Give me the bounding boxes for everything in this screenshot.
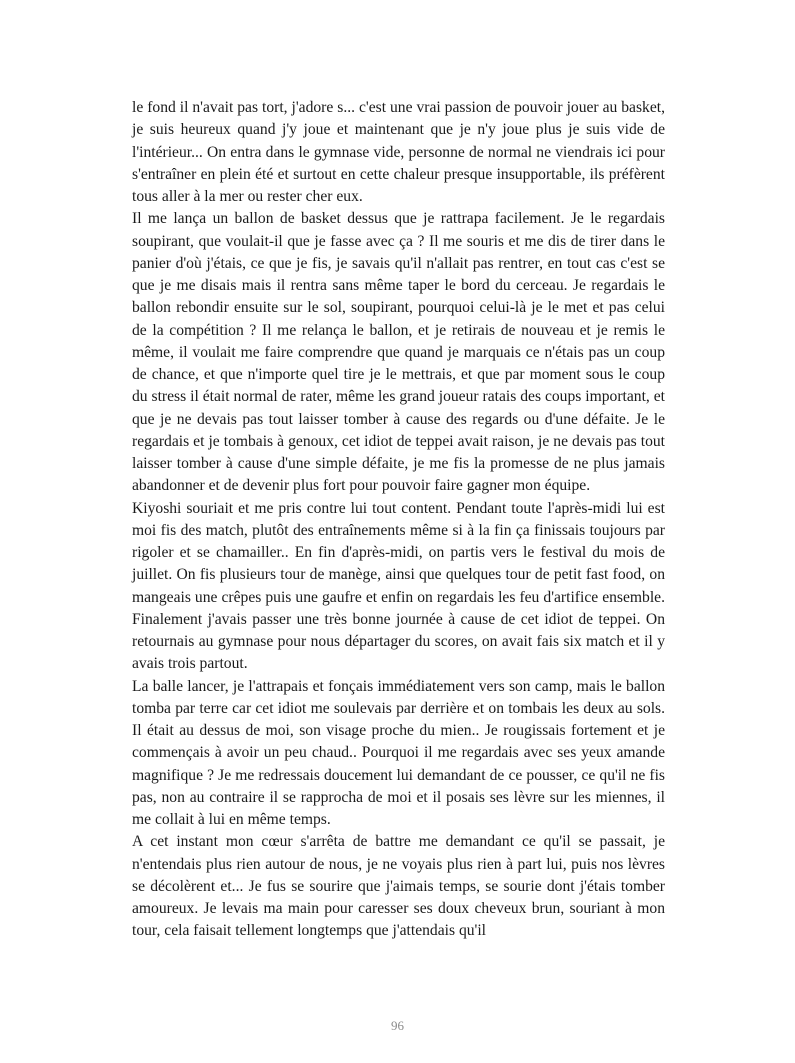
- paragraph-2: Il me lança un ballon de basket dessus que je rattrapa facilement. Je le regardais soupirant, que voulait-il que je fasse avec ça ? Il me souris et me dis de tirer dans le panier d'où j'étais, ce que je fis, je savais qu'il n'allait pas rentrer, en tout cas c'est se que je me disais mais il rentra sans même taper le bord du cerceau. Je regardais le ballon rebondir ensuite sur le sol, soupirant, pourquoi celui-là je le met et pas celui de la compétition ? Il me relança le ballon, et je retirais de nouveau et je remis le même, il voulait me faire comprendre que quand je marquais ce n'étais pas un coup de chance, et que n'importe quel tire je le mettrais, et que par moment sous le coup du stress il était normal de rater, même les grand joueur ratais des coups important, et que je ne devais pas tout laisser tomber à cause des regards ou d'une défaite. Je le regardais et je tombais à genoux, cet idiot de teppei avait raison, je ne devais pas tout laisser tomber à cause d'une simple défaite, je me fis la promesse de ne plus jamais abandonner et de devenir plus fort pour pouvoir faire gagner mon équipe.: [132, 210, 665, 495]
- paragraph-3: Kiyoshi souriait et me pris contre lui tout content. Pendant toute l'après-midi lui est moi fis des match, plutôt des entraînements même si à la fin ça finissais toujours par rigoler et se chamailler.. En fin d'après-midi, on partis vers le festival du mois de juillet. On fis plusieurs tour de manège, ainsi que quelques tour de petit fast food, on mangeais une crêpes puis une gaufre et enfin on regardais les feu d'artifice ensemble. Finalement j'avais passer une très bonne journée à cause de cet idiot de teppei. On retournais au gymnase pour nous départager du scores, on avait fais six match et il y avais trois partout.: [132, 499, 665, 673]
- paragraph-5: A cet instant mon cœur s'arrêta de battre me demandant ce qu'il se passait, je n'entendais plus rien autour de nous, je ne voyais plus rien à part lui, puis nos lèvres se décolèrent et... Je fus se sourire que j'aimais temps, se sourie dont j'étais tomber amoureux. Je levais ma main pour caresser ses doux cheveux brun, souriant à mon tour, cela faisait tellement longtemps que j'attendais qu'il: [132, 833, 665, 940]
- paragraph-4: La balle lancer, je l'attrapais et fonçais immédiatement vers son camp, mais le ballon tomba par terre car cet idiot me soulevais par derrière et on tombais les deux au sols. Il était au dessus de moi, son visage proche du mien.. Je rougissais fortement et je commençais à avoir un peu chaud.. Pourquoi il me regardais avec ses yeux amande magnifique ? Je me redressais doucement lui demandant de ce pousser, ce qu'il ne fis pas, non au contraire il se rapprocha de moi et il posais ses lèvre sur les miennes, il me collait à lui en même temps.: [132, 677, 665, 828]
- page-number: 96: [391, 1018, 404, 1033]
- paragraph-1: le fond il n'avait pas tort, j'adore s... c'est une vrai passion de pouvoir jouer au basket, je suis heureux quand j'y joue et maintenant que je n'y joue plus je suis vide de l'intérieur... On entra dans le gymnase vide, personne de normal ne viendrais ici pour s'entraîner en plein été et surtout en cette chaleur presque insupportable, ils préfèrent tous aller à la mer ou rester cher eux.: [132, 99, 665, 205]
- body-text: [132, 97, 665, 943]
